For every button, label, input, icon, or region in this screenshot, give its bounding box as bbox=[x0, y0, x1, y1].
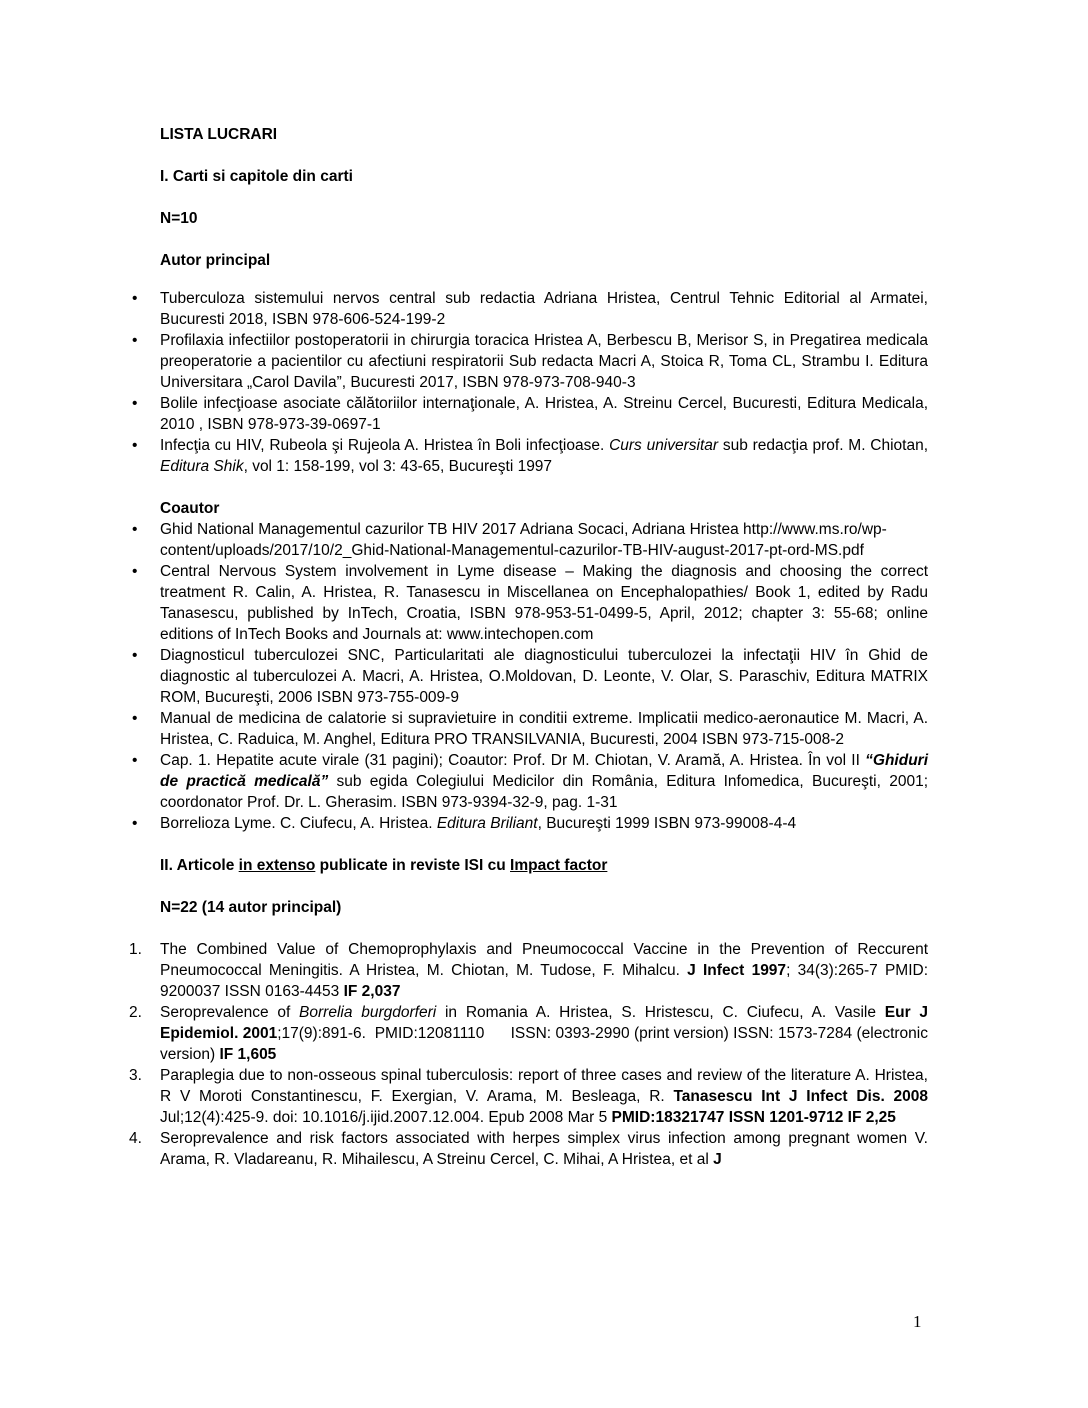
text-segment: The Combined Value of Chemoprophylaxis and Pneumococcal Vaccine in the Prevention of Reccurent Pneumococcal Meningitis. A Hristea, M. Chiotan, M. Tudose, F. Mihalcu. bbox=[160, 941, 928, 979]
text-segment: Infecţia cu HIV, Rubeola şi Rujeola A. Hristea în Boli infecţioase. bbox=[160, 437, 610, 454]
item-number: 4. bbox=[129, 1130, 142, 1147]
bullet-icon: • bbox=[132, 647, 138, 664]
text-segment: Profilaxia infectiilor postoperatorii in chirurgia toracica Hristea A, Berbescu B, Merisor S, in Pregatirea medicala preoperatorie a pacientilor cu afectiuni respiratorii Sub redacta Macri A, Stoica R, Toma CL, Strambu I. Editura Universitara „Carol Davila”, Bucuresti 2017, ISBN 978-973-708-940-3 bbox=[160, 332, 928, 391]
publication-item bbox=[132, 813, 928, 834]
text-segment: Diagnosticul tuberculozei SNC, Particularitati ale diagnosticului tuberculozei la infectaţii HIV în Ghid de diagnostic al tuberculozei A. Macri, A. Hristea, O.Moldovan, D. Leonte, V. Olar, S. Paraschiv, Editura MATRIX ROM, Bucureşti, 2006 ISBN 973-755-009-9 bbox=[160, 647, 928, 706]
text-segment: publicate in reviste ISI cu bbox=[315, 857, 511, 874]
bullet-icon: • bbox=[132, 815, 138, 832]
item-text bbox=[160, 647, 928, 706]
text-segment: Bolile infecţioase asociate călătoriilor internaţionale, A. Hristea, A. Streinu Cercel, Bucuresti, Editura Medicala, 2010 , ISBN 978-973-39-0697-1 bbox=[160, 395, 928, 433]
text-segment: ;17(9):891-6. PMID:12081110 ISSN: 0393-2990 (print version) ISSN: 1573-7284 (electronic version) bbox=[160, 1025, 928, 1063]
text-segment: “Ghiduri de practică medicală” bbox=[160, 752, 928, 790]
item-number: 2. bbox=[129, 1004, 142, 1021]
text-segment: Cap. 1. Hepatite acute virale (31 pagini); Coautor: Prof. Dr M. Chiotan, V. Aramă, A. Hristea. În vol II bbox=[160, 752, 866, 769]
text-segment: Borrelioza Lyme. C. Ciufecu, A. Hristea. bbox=[160, 815, 437, 832]
text-segment: ; 34(3):265-7 PMID: 9200037 ISSN 0163-4453 bbox=[160, 962, 929, 1000]
text-segment: J Infect 1997 bbox=[687, 962, 787, 979]
section-2-count: N=22 (14 autor principal) bbox=[160, 899, 342, 916]
autor-principal-heading: Autor principal bbox=[160, 252, 271, 269]
text-segment: Tanasescu Int J Infect Dis. 2008 bbox=[673, 1088, 928, 1105]
publication-item bbox=[132, 750, 928, 813]
text-segment: J bbox=[713, 1151, 722, 1168]
reference-item bbox=[129, 1065, 928, 1128]
bullet-icon: • bbox=[132, 395, 138, 412]
text-segment: in extenso bbox=[238, 857, 316, 874]
publication-item bbox=[132, 519, 928, 561]
section-1-heading: I. Carti si capitole din carti bbox=[160, 168, 353, 185]
text-segment: Seroprevalence and risk factors associated with herpes simplex virus infection among pregnant women V. Arama, R. Vladareanu, R. Mihailescu, A Streinu Cercel, C. Mihai, A Hristea, et al bbox=[160, 1130, 928, 1168]
coautor-heading: Coautor bbox=[160, 500, 220, 517]
bullet-icon: • bbox=[132, 752, 138, 769]
item-text bbox=[160, 1130, 928, 1168]
page-number: 1 bbox=[913, 1312, 922, 1331]
text-segment: Ghid National Managementul cazurilor TB HIV 2017 Adriana Socaci, Adriana Hristea http://www.ms.ro/wp-content/uploads/2017/10/2_Ghid-National-Managementul-cazurilor-TB-HIV-august-2017-pt-ord-MS.pdf bbox=[160, 521, 887, 559]
isi-articles-list bbox=[129, 939, 929, 1170]
text-segment: sub redacţia prof. M. Chiotan, bbox=[718, 437, 929, 454]
publication-item bbox=[132, 645, 928, 708]
bullet-icon: • bbox=[132, 437, 138, 454]
item-text bbox=[160, 563, 928, 643]
text-segment: Impact factor bbox=[510, 857, 608, 874]
coautor-list bbox=[132, 519, 928, 834]
publication-item bbox=[132, 435, 929, 477]
text-segment: II. Articole bbox=[160, 857, 239, 874]
text-segment: , Bucureşti 1999 ISBN 973-99008-4-4 bbox=[537, 815, 797, 832]
text-segment: Editura Briliant bbox=[436, 815, 538, 832]
item-text bbox=[160, 815, 796, 832]
text-segment: IF 1,605 bbox=[219, 1046, 277, 1063]
section-1-count: N=10 bbox=[160, 210, 198, 227]
document-content bbox=[129, 124, 929, 1170]
publication-item bbox=[132, 330, 928, 393]
text-segment: sub egida Colegiului Medicilor din România, Editura Infomedica, Bucureşti, 2001; coordonator Prof. Dr. L. Gherasim. ISBN 973-9394-32-9, pag. 1-31 bbox=[160, 773, 928, 811]
text-segment: Eur J Epidemiol. 2001 bbox=[160, 1004, 929, 1042]
text-segment: PMID:18321747 ISSN 1201-9712 IF 2,25 bbox=[611, 1109, 896, 1126]
item-number: 3. bbox=[129, 1067, 142, 1084]
item-text bbox=[160, 332, 928, 391]
section-2-heading bbox=[160, 855, 928, 876]
text-segment: , vol 1: 158-199, vol 3: 43-65, Bucureşti 1997 bbox=[243, 458, 553, 475]
bullet-icon: • bbox=[132, 710, 138, 727]
bullet-icon: • bbox=[132, 290, 138, 307]
item-text bbox=[160, 437, 928, 475]
text-segment: Manual de medicina de calatorie si supravietuire in conditii extreme. Implicatii medico-aeronautice M. Macri, A. Hristea, C. Raduica, M. Anghel, Editura PRO TRANSILVANIA, Bucuresti, 2004 ISBN 973-715-008-2 bbox=[160, 710, 928, 748]
text-segment: Borrelia burgdorferi bbox=[299, 1004, 437, 1021]
text-segment: Curs universitar bbox=[609, 437, 719, 454]
item-text bbox=[160, 290, 928, 328]
text-segment: Jul;12(4):425-9. doi: 10.1016/j.ijid.2007.12.004. Epub 2008 Mar 5 bbox=[160, 1109, 612, 1126]
item-text bbox=[160, 1004, 928, 1063]
text-segment: Central Nervous System involvement in Lyme disease – Making the diagnosis and choosing the correct treatment R. Calin, A. Hristea, R. Tanasescu in Miscellanea on Encephalopathies/ Book 1, edited by Radu Tanasescu, published by InTech, Croatia, ISBN 978-953-51-0499-5, April, 2012; chapter 3: 55-68; online editions of InTech Books and Journals at: www.intechopen.com bbox=[160, 563, 928, 643]
item-text bbox=[160, 752, 928, 811]
text-segment: Paraplegia due to non-osseous spinal tuberculosis: report of three cases and review of the literature A. Hristea, R V Moroti Constantinescu, F. Exergian, V. Arama, M. Besleaga, R. bbox=[160, 1067, 928, 1105]
item-text bbox=[160, 1067, 928, 1126]
publication-item bbox=[132, 393, 928, 435]
reference-item bbox=[129, 1128, 928, 1170]
document-title: LISTA LUCRARI bbox=[160, 126, 278, 143]
bullet-icon: • bbox=[132, 521, 138, 538]
item-number: 1. bbox=[129, 941, 142, 958]
item-text bbox=[160, 395, 928, 433]
publication-item bbox=[132, 288, 928, 330]
reference-item bbox=[129, 1002, 929, 1065]
text-segment: in Romania A. Hristea, S. Hristescu, C. Ciufecu, A. Vasile bbox=[436, 1004, 885, 1021]
autor-principal-list bbox=[132, 288, 929, 477]
bullet-icon: • bbox=[132, 563, 138, 580]
publication-item bbox=[132, 561, 928, 645]
reference-item bbox=[129, 939, 929, 1002]
bullet-icon: • bbox=[132, 332, 138, 349]
text-segment: Tuberculoza sistemului nervos central sub redactia Adriana Hristea, Centrul Tehnic Editorial al Armatei, Bucuresti 2018, ISBN 978-606-524-199-2 bbox=[160, 290, 928, 328]
item-text bbox=[160, 941, 928, 1000]
text-segment: Seroprevalence of bbox=[160, 1004, 300, 1021]
item-text bbox=[160, 521, 887, 559]
item-text bbox=[160, 710, 928, 748]
text-segment: Editura Shik bbox=[160, 458, 244, 475]
publication-item bbox=[132, 708, 928, 750]
text-segment: IF 2,037 bbox=[343, 983, 401, 1000]
